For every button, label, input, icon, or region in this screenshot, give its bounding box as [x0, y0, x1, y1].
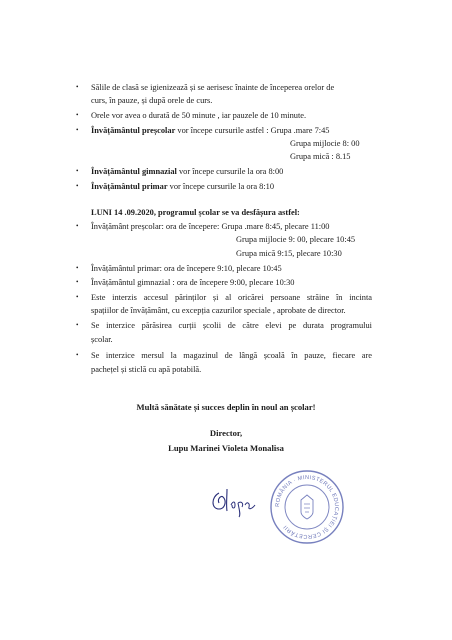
- official-stamp: [268, 468, 346, 546]
- rule-4-rest: vor începe cursurile la ora 8:00: [176, 167, 284, 176]
- rule-5: [91, 181, 274, 192]
- monday-6-line-2: pachețel și sticlă cu apă potabilă.: [91, 365, 202, 374]
- monday-1-mica: Grupa mică 9:15, plecare 10:30: [236, 249, 342, 258]
- bullet: •: [76, 167, 79, 175]
- rule-5-rest: vor începe cursurile la ora 8:10: [167, 182, 275, 191]
- bullet: •: [76, 264, 79, 272]
- bullet: •: [76, 111, 79, 119]
- bullet: •: [76, 351, 79, 359]
- rule-1-line-2: curs, în pauze, și după orele de curs.: [91, 96, 213, 105]
- signature-title: Director,: [209, 428, 243, 438]
- rule-1-line-1: Sălile de clasă se igienizează și se aerisesc înainte de începerea orelor de: [91, 83, 335, 92]
- monday-3: Învățământul gimnazial : ora de începere 9:00, plecare 10:30: [91, 278, 295, 287]
- rule-4-bold: Învățământul gimnazial: [91, 167, 177, 176]
- rule-3-bold: Învățământul preșcolar: [91, 126, 176, 135]
- rule-5-bold: Învățământul primar: [91, 182, 168, 191]
- rule-3: [91, 125, 329, 136]
- rule-3-mijlocie: Grupa mijlocie 8: 00: [290, 139, 360, 148]
- monday-1-mijlocie: Grupa mijlocie 9: 00, plecare 10:45: [236, 235, 356, 244]
- signature-name: Lupu Marinei Violeta Monalisa: [168, 443, 284, 453]
- monday-2: Învățământul primar: ora de începere 9:10, plecare 10:45: [91, 264, 282, 273]
- bullet: •: [76, 278, 79, 286]
- monday-4-line-1: Este interzis accesul părinților și al oricărei persoane străine în incinta: [91, 293, 372, 302]
- bullet: •: [76, 293, 79, 301]
- bullet: •: [76, 222, 79, 230]
- handwritten-signature: [205, 483, 265, 519]
- bullet: •: [76, 182, 79, 190]
- monday-1: Învățământ preșcolar: ora de începere: Grupa .mare 8:45, plecare 11:00: [91, 222, 330, 231]
- rule-2: Orele vor avea o durată de 50 minute , iar pauzele de 10 minute.: [91, 111, 307, 120]
- monday-heading: LUNI 14 .09.2020, programul școlar se va desfășura astfel:: [91, 208, 300, 217]
- bullet: •: [76, 83, 79, 91]
- closing-wish: Multă sănătate și succes deplin în noul an școlar!: [136, 402, 316, 412]
- bullet: •: [76, 321, 79, 329]
- rule-4: [91, 166, 283, 177]
- monday-5-line-2: școlar.: [91, 335, 113, 344]
- rule-3-mica: Grupa mică : 8.15: [290, 152, 351, 161]
- rule-3-rest: vor începe cursurile astfel : Grupa .mare 7:45: [175, 126, 330, 135]
- svg-text:ROMÂNIA · MINISTERUL EDUCAȚIEI: ROMÂNIA · MINISTERUL EDUCAȚIEI ȘI CERCETĂRII: [274, 474, 340, 540]
- monday-5-line-1: Se interzice părăsirea curții școlii de către elevi pe durata programului: [91, 321, 372, 330]
- monday-6-line-1: Se interzice mersul la magazinul de lângă școală în pauze, fiecare are: [91, 351, 372, 360]
- bullet: •: [76, 126, 79, 134]
- monday-4-line-2: spațiilor de învățământ, cu excepția cazurilor speciale , aprobate de director.: [91, 306, 346, 315]
